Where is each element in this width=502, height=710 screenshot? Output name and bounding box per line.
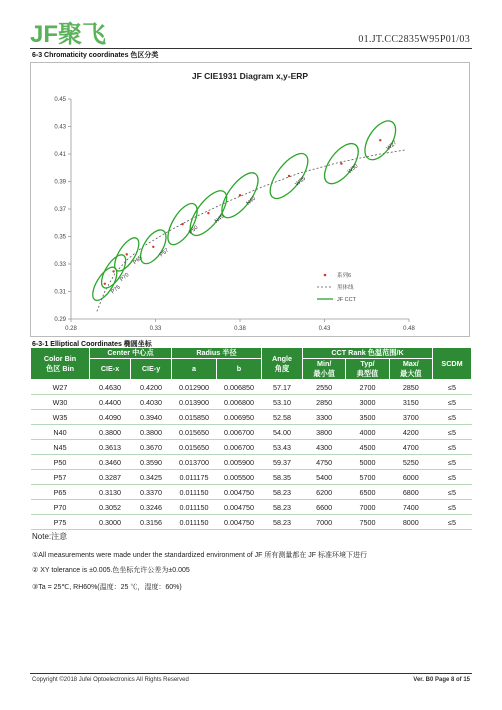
jufei-logo (30, 20, 106, 48)
cell-typ: 5000 (346, 455, 389, 470)
cell-b: 0.005500 (217, 470, 262, 485)
table-row (31, 485, 472, 500)
chart-legend (317, 271, 357, 303)
cell-scdm: ≤5 (433, 500, 472, 515)
cell-a: 0.013900 (172, 395, 217, 410)
cell-cie-x: 0.3800 (90, 425, 131, 440)
cell-cie-x: 0.3460 (90, 455, 131, 470)
cell-scdm: ≤5 (433, 425, 472, 440)
cell-cie-x: 0.4090 (90, 410, 131, 425)
header-min: Min/ 最小值 (303, 359, 346, 380)
cell-scdm: ≤5 (433, 440, 472, 455)
bin-point (126, 253, 128, 255)
cell-angle: 58.23 (262, 500, 303, 515)
section-title: 6-3 Chromaticity coordinates 色区分类 (32, 52, 159, 59)
bin-point (340, 162, 342, 164)
bin-point (239, 194, 241, 196)
bin-point (181, 223, 183, 225)
header-angle: Angle 角度 (262, 348, 303, 380)
cell-cie-x: 0.3613 (90, 440, 131, 455)
y-tick-label: 0.43 (54, 124, 66, 131)
table-row (31, 470, 472, 485)
cell-typ: 2700 (346, 380, 389, 395)
cell-cie-y: 0.3246 (131, 500, 172, 515)
cell-min: 7000 (303, 515, 346, 530)
cell-typ: 5700 (346, 470, 389, 485)
x-tick-label: 0.38 (234, 326, 246, 332)
cell-scdm: ≤5 (433, 485, 472, 500)
cell-typ: 4000 (346, 425, 389, 440)
cell-min: 4300 (303, 440, 346, 455)
y-tick-label: 0.41 (54, 152, 66, 158)
cell-bin: P50 (31, 455, 90, 470)
bin-point (112, 270, 114, 272)
bin-point (104, 283, 106, 285)
legend-label: JF CCT (337, 297, 356, 303)
note-item-3: ③Ta = 25℃, RH60%(温度：25 ℃，湿度：60%) (32, 584, 182, 591)
cell-angle: 57.17 (262, 380, 303, 395)
cell-cie-x: 0.3052 (90, 500, 131, 515)
legend-label: 黑体线 (337, 285, 354, 291)
cell-a: 0.015850 (172, 410, 217, 425)
cell-a: 0.011150 (172, 500, 217, 515)
y-tick-label: 0.35 (54, 234, 66, 241)
cell-angle: 58.35 (262, 470, 303, 485)
bin-ellipses (88, 116, 402, 304)
cell-a: 0.013700 (172, 455, 217, 470)
cell-bin: P75 (31, 515, 90, 530)
cell-typ: 7000 (346, 500, 389, 515)
cell-min: 2550 (303, 380, 346, 395)
bin-label: W27 (385, 139, 399, 152)
cell-b: 0.006800 (217, 395, 262, 410)
y-tick-label: 0.31 (54, 289, 66, 296)
cell-b: 0.004750 (217, 485, 262, 500)
cell-cie-y: 0.4030 (131, 395, 172, 410)
y-tick-label: 0.29 (54, 317, 66, 323)
bin-point (152, 246, 154, 248)
cell-max: 3700 (389, 410, 432, 425)
y-tick-label: 0.33 (54, 262, 66, 268)
bin-label: P75 (110, 284, 122, 296)
chart-axes (54, 97, 415, 332)
cell-max: 6000 (389, 470, 432, 485)
cell-max: 5250 (389, 455, 432, 470)
elliptical-coordinates-table (30, 347, 472, 530)
bin-point (379, 139, 381, 141)
cell-angle: 54.00 (262, 425, 303, 440)
cell-typ: 7500 (346, 515, 389, 530)
bin-label: P50 (187, 224, 200, 236)
cell-cie-x: 0.3130 (90, 485, 131, 500)
cell-min: 5400 (303, 470, 346, 485)
cell-cie-y: 0.3590 (131, 455, 172, 470)
header-radius: Radius 半径 (172, 348, 262, 359)
cell-angle: 58.23 (262, 515, 303, 530)
cell-max: 4200 (389, 425, 432, 440)
footer-rule (30, 673, 472, 674)
cell-angle: 53.43 (262, 440, 303, 455)
cell-max: 8000 (389, 515, 432, 530)
cell-angle: 59.37 (262, 455, 303, 470)
legend-label: 系列6 (337, 273, 352, 279)
notes-title: Note:注意 (32, 532, 68, 541)
table-row (31, 395, 472, 410)
chart-title: JF CIE1931 Diagram x,y-ERP (191, 71, 309, 81)
legend-point-symbol (324, 274, 327, 277)
cell-scdm: ≤5 (433, 395, 472, 410)
logo-text: JF聚飞 (30, 21, 106, 48)
cell-cie-x: 0.4630 (90, 380, 131, 395)
planckian-line (97, 150, 406, 312)
cell-bin: W27 (31, 380, 90, 395)
cell-max: 2850 (389, 380, 432, 395)
table-row (31, 455, 472, 470)
bin-label: N40 (245, 195, 257, 207)
cell-b: 0.004750 (217, 515, 262, 530)
cell-scdm: ≤5 (433, 380, 472, 395)
header-center: Center 中心点 (90, 348, 172, 359)
cell-cie-y: 0.3800 (131, 425, 172, 440)
x-tick-label: 0.43 (318, 326, 331, 332)
bin-label: P70 (119, 272, 131, 283)
cell-angle: 52.58 (262, 410, 303, 425)
cell-cie-y: 0.4200 (131, 380, 172, 395)
bin-point (207, 212, 209, 214)
cell-b: 0.006700 (217, 425, 262, 440)
cell-bin: W30 (31, 395, 90, 410)
cell-a: 0.015650 (172, 425, 217, 440)
header-cie-x: CIE-x (90, 359, 131, 380)
cell-scdm: ≤5 (433, 515, 472, 530)
bin-label: N45 (213, 213, 226, 225)
cell-cie-x: 0.3287 (90, 470, 131, 485)
cell-a: 0.011150 (172, 485, 217, 500)
bin-label: W30 (346, 163, 360, 176)
header-color-bin: Color Bin 色区 Bin (31, 348, 90, 380)
cell-max: 3150 (389, 395, 432, 410)
bin-points (104, 139, 399, 295)
cell-cie-y: 0.3940 (131, 410, 172, 425)
bin-label: P57 (158, 247, 171, 259)
cell-typ: 4500 (346, 440, 389, 455)
note-item-2: ② XY tolerance is ±0.005.色坐标允许公差为±0.005 (32, 567, 190, 574)
cell-bin: W35 (31, 410, 90, 425)
cell-cie-y: 0.3156 (131, 515, 172, 530)
header-cct-rank: CCT Rank 色温范围/K (303, 348, 433, 359)
cell-max: 7400 (389, 500, 432, 515)
chart-frame (30, 62, 470, 337)
cell-b: 0.005900 (217, 455, 262, 470)
x-tick-label: 0.28 (65, 326, 77, 332)
note-item-1: ①All measurements were made under the standardized environment of JF 所有测量都在 JF 标准环境下进行 (32, 552, 367, 559)
cell-typ: 3500 (346, 410, 389, 425)
cell-cie-y: 0.3370 (131, 485, 172, 500)
cell-b: 0.004750 (217, 500, 262, 515)
cell-bin: P65 (31, 485, 90, 500)
header-rule (30, 48, 472, 49)
footer-copyright: Copyright ©2018 Jufei Optoelectronics All Rights Reserved (32, 677, 189, 683)
x-tick-label: 0.33 (149, 326, 162, 332)
cell-angle: 53.10 (262, 395, 303, 410)
bin-point (288, 175, 290, 177)
cell-scdm: ≤5 (433, 470, 472, 485)
y-tick-label: 0.45 (54, 97, 66, 103)
header-cie-y: CIE-y (131, 359, 172, 380)
header-max: Max/ 最大值 (389, 359, 432, 380)
cell-max: 4700 (389, 440, 432, 455)
cell-bin: N45 (31, 440, 90, 455)
cell-b: 0.006850 (217, 380, 262, 395)
cell-bin: P57 (31, 470, 90, 485)
cell-cie-x: 0.3000 (90, 515, 131, 530)
cell-a: 0.011150 (172, 515, 217, 530)
cell-scdm: ≤5 (433, 455, 472, 470)
table-row (31, 440, 472, 455)
cell-scdm: ≤5 (433, 410, 472, 425)
table-row (31, 410, 472, 425)
cell-cie-x: 0.4400 (90, 395, 131, 410)
cell-a: 0.015650 (172, 440, 217, 455)
table-body (31, 380, 472, 530)
table-row (31, 515, 472, 530)
table-row (31, 380, 472, 395)
cell-angle: 58.23 (262, 485, 303, 500)
table-row (31, 500, 472, 515)
header-a: a (172, 359, 217, 380)
header-scdm: SCDM (433, 348, 472, 380)
y-tick-label: 0.39 (54, 179, 66, 186)
cell-typ: 6500 (346, 485, 389, 500)
cell-bin: N40 (31, 425, 90, 440)
cell-min: 2850 (303, 395, 346, 410)
cie-chart (31, 63, 469, 336)
header-b: b (217, 359, 262, 380)
cell-a: 0.012900 (172, 380, 217, 395)
bin-label: P65 (132, 255, 144, 266)
header-typ: Typ/ 典型值 (346, 359, 389, 380)
cell-cie-y: 0.3425 (131, 470, 172, 485)
cell-cie-y: 0.3670 (131, 440, 172, 455)
cell-min: 3800 (303, 425, 346, 440)
x-tick-label: 0.48 (403, 326, 415, 332)
cell-min: 4750 (303, 455, 346, 470)
cell-a: 0.011175 (172, 470, 217, 485)
y-tick-label: 0.37 (54, 207, 66, 213)
cell-typ: 3000 (346, 395, 389, 410)
cell-min: 6600 (303, 500, 346, 515)
planckian-curve (97, 150, 406, 312)
document-code: 01.JT.CC2835W95P01/03 (358, 34, 470, 45)
cell-bin: P70 (31, 500, 90, 515)
cell-max: 6800 (389, 485, 432, 500)
footer-version: Ver. B0 Page 8 of 15 (413, 677, 470, 683)
table-section-title: 6-3-1 Elliptical Coordinates 椭圆坐标 (32, 341, 152, 348)
cell-b: 0.006700 (217, 440, 262, 455)
table-row (31, 425, 472, 440)
cell-b: 0.006950 (217, 410, 262, 425)
cell-min: 6200 (303, 485, 346, 500)
bin-label: W35 (294, 175, 307, 188)
cell-min: 3300 (303, 410, 346, 425)
